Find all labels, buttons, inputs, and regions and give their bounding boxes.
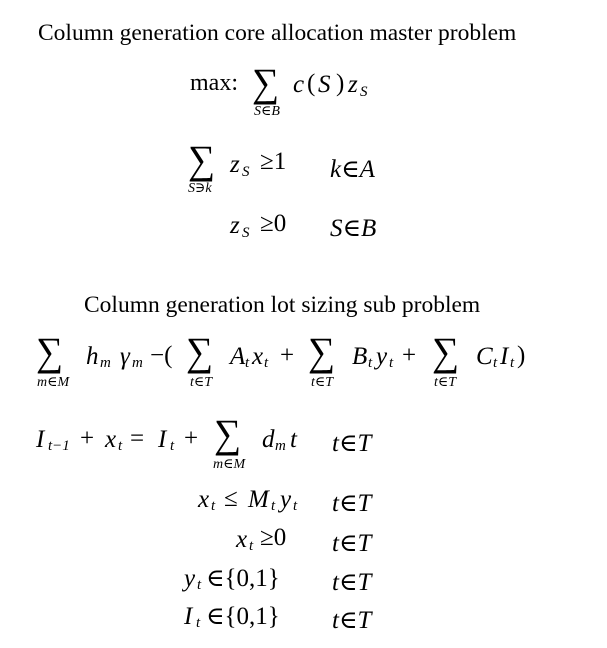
var-x: x	[105, 426, 117, 453]
var-I: I	[158, 426, 167, 453]
sum-symbol: ∑	[252, 60, 280, 105]
sum-index-t: t∈T	[311, 375, 334, 390]
sub-m: m	[100, 355, 111, 371]
master-title: Column generation core allocation master problem	[38, 20, 517, 46]
max-label: max:	[190, 70, 238, 96]
plus: +	[80, 425, 95, 452]
domain: S∈B	[330, 215, 377, 242]
sub-t: t	[264, 355, 269, 371]
relation: ≥1	[260, 148, 287, 175]
sum-index-t: t∈T	[190, 375, 213, 390]
var-h: h	[86, 343, 99, 370]
sub-t: t	[197, 577, 202, 593]
var-y: y	[184, 565, 196, 592]
sub-S: S	[360, 84, 368, 100]
sub-t: t	[493, 355, 498, 371]
plus: +	[184, 425, 199, 452]
sub-title: Column generation lot sizing sub problem	[84, 292, 481, 318]
sub-t: t	[389, 355, 394, 371]
var-t: t	[290, 426, 297, 453]
equals: =	[130, 425, 145, 452]
sub-t: t	[170, 438, 175, 454]
sum-index: S∈B	[254, 104, 280, 119]
sub-t: t	[118, 438, 123, 454]
var-y: y	[376, 343, 388, 370]
var-I: I	[184, 603, 193, 630]
var-x: x	[236, 526, 248, 553]
var-y: y	[280, 486, 292, 513]
sum-symbol: ∑	[188, 137, 216, 182]
var-I: I	[36, 426, 45, 453]
var-x: x	[252, 343, 264, 370]
sub-t: t	[271, 498, 276, 514]
var-z: z	[230, 151, 240, 178]
plus: +	[280, 342, 295, 369]
sub-t: t	[249, 538, 254, 554]
var-c: c	[293, 71, 305, 98]
var-I: I	[500, 343, 509, 370]
sub-t: t	[211, 498, 216, 514]
var-gamma: γ	[120, 343, 130, 370]
plus: +	[402, 342, 417, 369]
sub-m: m	[275, 438, 286, 454]
sub-m: m	[132, 355, 143, 371]
domain: t∈T	[332, 430, 372, 457]
domain: t∈T	[332, 490, 372, 517]
domain: k∈A	[330, 156, 375, 183]
sub-t: t	[510, 355, 515, 371]
var-B: B	[352, 343, 368, 370]
sum-index-m: m∈M	[213, 457, 246, 472]
var-A: A	[230, 343, 246, 370]
sub-t-minus-1: t−1	[48, 438, 70, 454]
var-z: z	[348, 71, 358, 98]
sum-symbol: ∑	[214, 411, 242, 456]
relation: ≥0	[260, 210, 287, 237]
domain: t∈T	[332, 530, 372, 557]
paren-close: )	[517, 342, 526, 369]
sub-t: t	[196, 615, 201, 631]
paren-close: )	[336, 70, 345, 97]
sub-t: t	[245, 355, 250, 371]
relation: ∈{0,1}	[206, 565, 280, 592]
sum-index: S∋k	[188, 181, 212, 196]
var-d: d	[262, 426, 275, 453]
sum-symbol: ∑	[36, 329, 64, 374]
sub-t: t	[293, 498, 298, 514]
sum-symbol: ∑	[186, 329, 214, 374]
sum-symbol: ∑	[308, 329, 336, 374]
sub-S: S	[242, 225, 250, 241]
var-x: x	[198, 486, 210, 513]
minus-paren: −(	[150, 342, 173, 369]
relation: ∈{0,1}	[206, 603, 280, 630]
sub-S: S	[242, 164, 250, 180]
sum-index-m: m∈M	[37, 375, 70, 390]
sum-index-t: t∈T	[434, 375, 457, 390]
relation: ≥0	[260, 524, 287, 551]
domain: t∈T	[332, 569, 372, 596]
sum-symbol: ∑	[432, 329, 460, 374]
var-C: C	[476, 343, 493, 370]
var-M: M	[248, 486, 269, 513]
relation: ≤	[224, 485, 238, 512]
sub-t: t	[368, 355, 373, 371]
paren-open: (	[307, 70, 316, 97]
domain: t∈T	[332, 607, 372, 634]
var-S: S	[318, 71, 331, 98]
var-z: z	[230, 212, 240, 239]
